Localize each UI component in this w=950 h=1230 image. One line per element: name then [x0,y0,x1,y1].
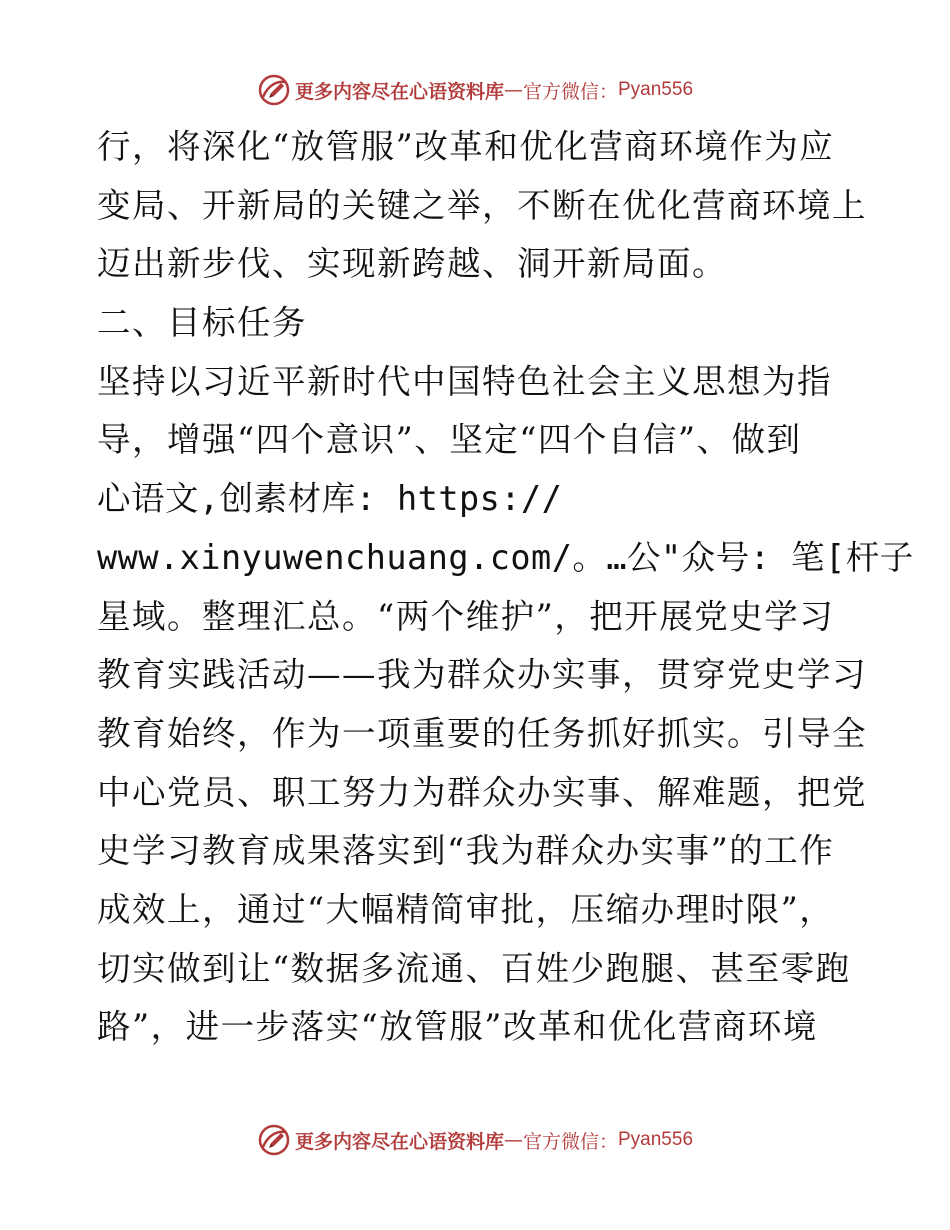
watermark-wechat-label: 官方微信： [522,1130,618,1153]
body-line: 行，将深化“放管服”改革和优化营商环境作为应 [97,127,835,166]
body-line: 坚持以习近平新时代中国特色社会主义思想为指 [97,361,832,401]
body-line: 中心党员、职工努力为群众办实事、解难题，把党 [97,772,867,812]
pen-logo-icon [257,73,291,107]
watermark-wechat-label: 官方微信： [522,80,618,103]
body-line: 史学习教育成果落实到“我为群众办实事”的工作 [97,831,835,871]
pen-logo-icon [257,1123,291,1157]
body-line-url: www.xinyuwenchuang.com/。…公"众号: 笔[杆子 [97,537,914,577]
body-line: 迈出新步伐、实现新跨越、洞开新局面。 [97,244,727,284]
body-line: 星域。整理汇总。“两个维护”，把开展党史学习 [97,596,835,636]
footer-watermark-banner [0,1120,950,1160]
watermark-wechat-account: Pyan556 [618,1129,694,1150]
body-line: 教育实践活动——我为群众办实事，贯穿党史学习 [97,655,867,695]
body-line: 教育始终，作为一项重要的任务抓好抓实。引导全 [97,713,867,753]
watermark-site-text: 更多内容尽在心语资料库 [294,80,504,103]
body-line: 路”，进一步落实“放管服”改革和优化营商环境 [97,1007,818,1047]
document-body [97,118,914,1057]
section-heading: 二、目标任务 [97,303,307,343]
body-line: 切实做到让“数据多流通、百姓少跑腿、甚至零跑 [97,948,851,988]
watermark-wechat-account: Pyan556 [618,79,694,100]
header-watermark-banner [0,70,950,110]
body-line: 导，增强“四个意识”、坚定“四个自信”、做到 [97,420,802,460]
watermark-dash: — [503,1129,523,1151]
watermark-site-text: 更多内容尽在心语资料库 [294,1130,504,1153]
body-line-url: 心语文,创素材库: https:// [97,479,563,519]
body-line: 成效上，通过“大幅精简审批，压缩办理时限”， [97,889,835,929]
watermark-dash: — [503,79,523,101]
body-line: 变局、开新局的关键之举，不断在优化营商环境上 [97,185,867,225]
